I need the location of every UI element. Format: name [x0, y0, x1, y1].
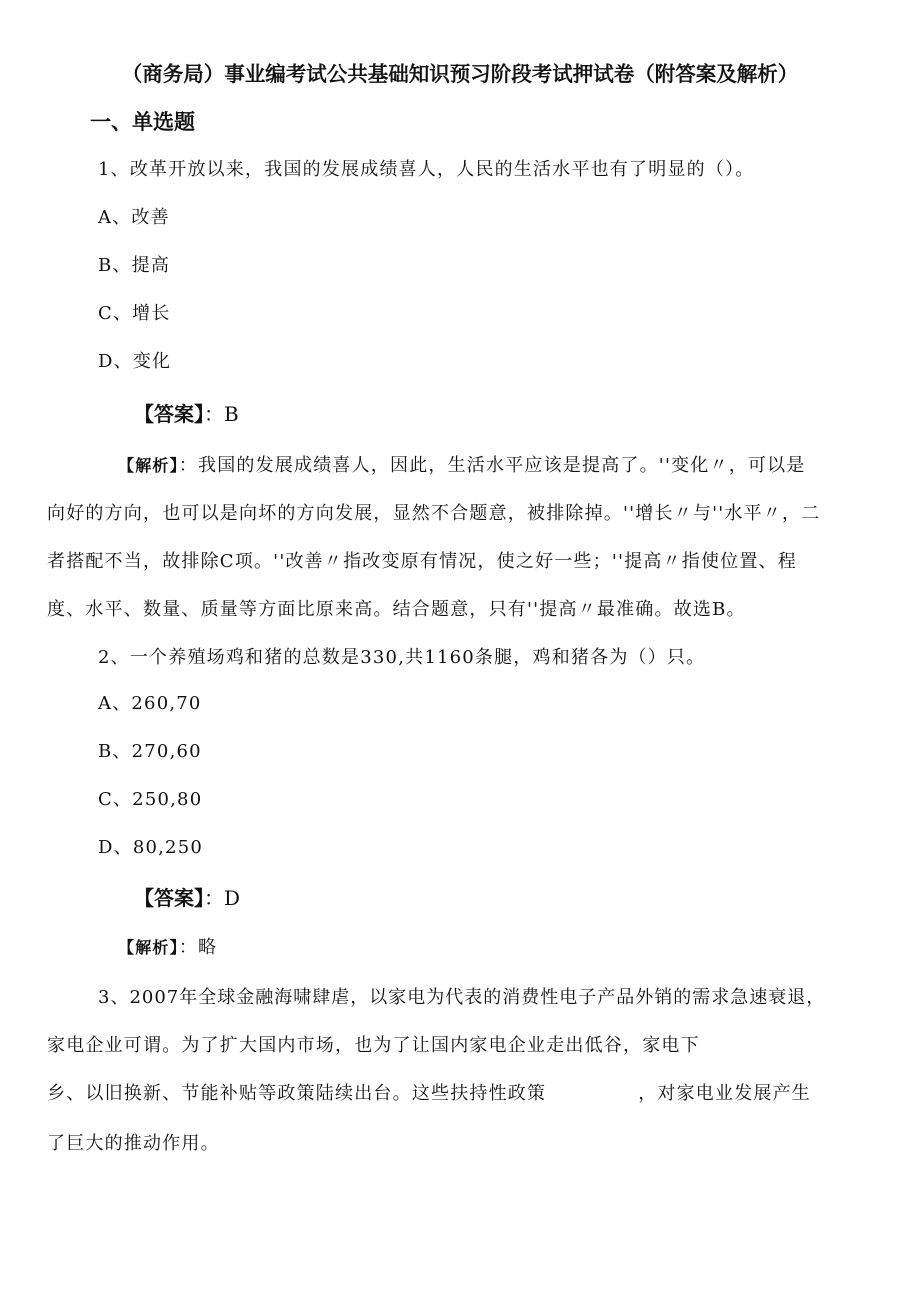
question-1-option-c: C、增长 [98, 303, 171, 324]
question-2-answer [134, 886, 240, 910]
question-3-line-3-tail: ，对家电业发展产生 [638, 1083, 812, 1104]
question-2-explanation [118, 936, 217, 960]
question-1-option-a: A、改善 [98, 207, 170, 228]
question-2-option-c: C、250,80 [98, 789, 203, 810]
question-1-stem: 1、改革开放以来，我国的发展成绩喜人，人民的生活水平也有了明显的（）。 [98, 159, 755, 180]
explanation-text: ：我国的发展成绩喜人，因此，生活水平应该是提高了。''变化〃，可以是 [178, 455, 806, 476]
question-1-explanation-line-2: 向好的方向，也可以是向坏的方向发展，显然不合题意，被排除掉。''增长〃与''水平〃，二 [47, 503, 821, 524]
question-3-line-1: 3、2007年全球金融海啸肆虐，以家电为代表的消费性电子产品外销的需求急速衰退， [98, 987, 826, 1008]
question-1-option-d: D、变化 [98, 351, 172, 372]
question-1-explanation-line-3: 者搭配不当，故排除C项。''改善〃指改变原有情况，使之好一些；''提高〃指使位置、程 [47, 551, 797, 572]
page-title: （商务局）事业编考试公共基础知识预习阶段考试押试卷（附答案及解析） [121, 62, 799, 86]
question-2-stem: 2、一个养殖场鸡和猪的总数是330,共1160条腿，鸡和猪各为（）只。 [98, 647, 706, 668]
question-2-option-d: D、80,250 [98, 837, 204, 858]
answer-value: ：B [204, 402, 239, 426]
question-1-option-b: B、提高 [98, 255, 171, 276]
question-3-line-2: 家电企业可谓。为了扩大国内市场，也为了让国内家电企业走出低谷，家电下 [47, 1035, 700, 1056]
question-2-option-b: B、270,60 [98, 741, 202, 762]
question-2-option-a: A、260,70 [98, 693, 202, 714]
explanation-label: 【解析】 [118, 938, 179, 957]
section-heading: 一、单选题 [90, 110, 195, 134]
question-1-explanation-line-1 [118, 454, 806, 478]
answer-label: 【答案】 [134, 886, 204, 910]
answer-value: ：D [204, 886, 241, 910]
explanation-label: 【解析】 [118, 456, 179, 475]
question-3-line-3 [47, 1082, 811, 1106]
question-1-answer [134, 402, 239, 426]
explanation-text: ：略 [178, 937, 218, 958]
question-3-line-3-text: 乡、以旧换新、节能补贴等政策陆续出台。这些扶持性政策 [47, 1083, 547, 1104]
question-1-explanation-line-4: 度、水平、数量、质量等方面比原来高。结合题意，只有''提高〃最准确。故选B。 [47, 599, 746, 620]
question-3-line-4: 了巨大的推动作用。 [47, 1133, 220, 1154]
answer-label: 【答案】 [134, 402, 204, 426]
